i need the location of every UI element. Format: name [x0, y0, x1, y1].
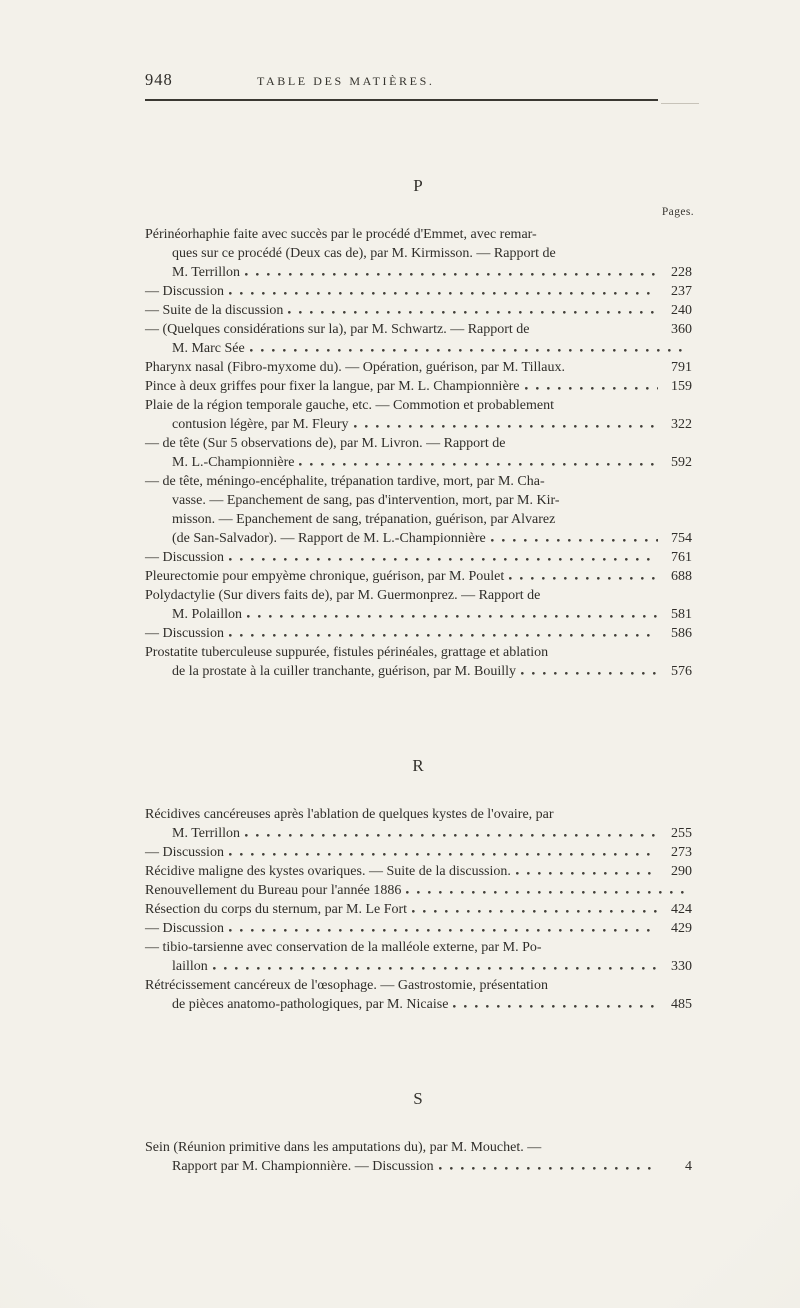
entry-text: M. Terrillon: [172, 825, 240, 841]
page-header: [145, 70, 692, 90]
dot-leader: [229, 844, 658, 856]
entry-text: laillon: [172, 958, 208, 974]
toc-entry: [145, 567, 692, 586]
entry-row: [145, 586, 692, 605]
dot-leader: [521, 663, 658, 675]
toc-section: [145, 1088, 692, 1176]
pages-column-label: Pages.: [661, 205, 694, 218]
entry-text: de la prostate à la cuiller tranchante, guérison, par M. Bouilly: [172, 663, 517, 679]
running-title: TABLE DES MATIÈRES.: [257, 74, 435, 88]
dot-leader: [570, 359, 658, 371]
entry-page-ref: 273: [671, 844, 692, 860]
entry-row: [145, 415, 692, 434]
entry-text: — de tête (Sur 5 observations de), par M. Livron. — Rapport de: [145, 435, 506, 451]
entry-row: [145, 1157, 692, 1176]
entry-row: [145, 843, 692, 862]
entry-text: Rétrécissement cancéreux de l'œsophage. — Gastrostomie, présentation: [145, 977, 548, 993]
entry-row: [145, 320, 692, 339]
entry-text: M. Marc Sée: [172, 340, 245, 356]
entry-text: Pince à deux griffes pour fixer la langue, par M. L. Championnière: [145, 378, 520, 394]
section-letter: P: [413, 175, 424, 195]
entry-text: — Discussion: [145, 625, 224, 641]
header-rule: [145, 99, 658, 101]
toc-section: [145, 175, 692, 681]
entry-page-ref: 360: [671, 321, 692, 337]
entry-row: [145, 453, 692, 472]
entry-page-ref: 791: [671, 359, 692, 375]
entry-row: [145, 919, 692, 938]
entry-text: — Discussion: [145, 283, 224, 299]
entry-page-ref: 754: [671, 530, 692, 546]
entry-text: Rapport par M. Championnière. — Discussion: [172, 1158, 434, 1174]
entry-row: [145, 510, 692, 529]
entry-row: [145, 900, 692, 919]
entry-text: Polydactylie (Sur divers faits de), par M. Guermonprez. — Rapport de: [145, 587, 541, 603]
entry-row: [145, 377, 692, 396]
entry-row: [145, 263, 692, 282]
entry-row: [145, 1138, 692, 1157]
entry-row: [145, 805, 692, 824]
toc-entry: [145, 843, 692, 862]
entry-page-ref: 4: [685, 1158, 692, 1174]
entry-page-ref: 255: [671, 825, 692, 841]
entry-row: [145, 548, 692, 567]
dot-leader: [245, 825, 658, 837]
entry-row: [145, 976, 692, 995]
entry-text: M. L.-Championnière: [172, 454, 295, 470]
toc-entry: [145, 282, 692, 301]
toc-entry: [145, 938, 692, 976]
entry-text: Résection du corps du sternum, par M. Le Fort: [145, 901, 408, 917]
entry-page-ref: 581: [671, 606, 692, 622]
entry-row: [145, 862, 692, 881]
entry-page-ref: 290: [671, 863, 692, 879]
entry-row: [145, 624, 692, 643]
entry-row: [145, 225, 692, 244]
toc-entry: [145, 358, 692, 377]
section-letter: S: [413, 1088, 424, 1108]
entry-text: Plaie de la région temporale gauche, etc. — Commotion et probablement: [145, 397, 554, 413]
dot-leader: [229, 625, 658, 637]
entry-row: [145, 301, 692, 320]
dot-leader: [229, 920, 658, 932]
dot-leader: [509, 568, 658, 580]
toc-entry: [145, 805, 692, 843]
entry-page-ref: 586: [671, 625, 692, 641]
entry-text: Prostatite tuberculeuse suppurée, fistules périnéales, grattage et ablation: [145, 644, 549, 660]
entry-text: Récidives cancéreuses après l'ablation de quelques kystes de l'ovaire, par: [145, 806, 554, 822]
dot-leader: [213, 958, 658, 970]
entry-text: Récidive maligne des kystes ovariques. — Suite de la discussion.: [145, 863, 511, 879]
entry-text: vasse. — Epanchement de sang, pas d'intervention, mort, par M. Kir-: [172, 492, 560, 508]
toc-entry: [145, 472, 692, 548]
section-entries: [145, 1138, 692, 1176]
entry-page-ref: 237: [671, 283, 692, 299]
toc-entry: [145, 225, 692, 282]
toc-entry: [145, 586, 692, 624]
dot-leader: [288, 302, 658, 314]
dot-leader: [250, 340, 684, 352]
entry-text: Sein (Réunion primitive dans les amputations du), par M. Mouchet. —: [145, 1139, 542, 1155]
section-entries: [145, 805, 692, 1014]
dot-leader: [406, 882, 684, 894]
dot-leader: [245, 264, 658, 276]
entry-page-ref: 330: [671, 958, 692, 974]
dot-leader: [229, 549, 658, 561]
entry-row: [145, 662, 692, 681]
entry-row: [145, 244, 692, 263]
entry-text: Renouvellement du Bureau pour l'année 1886: [145, 882, 402, 898]
entry-row: [145, 282, 692, 301]
page-number: 948: [145, 70, 173, 89]
dot-leader: [299, 454, 658, 466]
entry-text: misson. — Epanchement de sang, trépanation, guérison, par Alvarez: [172, 511, 556, 527]
dot-leader: [453, 996, 658, 1008]
entry-text: Pleurectomie pour empyème chronique, guérison, par M. Poulet: [145, 568, 505, 584]
toc-entry: [145, 862, 692, 881]
entry-page-ref: 424: [671, 901, 692, 917]
entry-row: [145, 881, 692, 900]
entry-page-ref: 688: [671, 568, 692, 584]
entry-text: — Discussion: [145, 549, 224, 565]
toc-entry: [145, 881, 692, 900]
entry-row: [145, 643, 692, 662]
entry-row: [145, 339, 692, 358]
entry-row: [145, 434, 692, 453]
toc-entry: [145, 624, 692, 643]
entry-text: contusion légère, par M. Fleury: [172, 416, 349, 432]
entry-row: [145, 396, 692, 415]
toc-entry: [145, 643, 692, 681]
entry-text: — de tête, méningo-encéphalite, trépanation tardive, mort, par M. Cha-: [145, 473, 545, 489]
entry-page-ref: 485: [671, 996, 692, 1012]
entry-row: [145, 491, 692, 510]
entry-text: — Discussion: [145, 920, 224, 936]
entry-text: Périnéorhaphie faite avec succès par le procédé d'Emmet, avec remar-: [145, 226, 537, 242]
header-rule-fragment: [661, 103, 699, 104]
section-letter: R: [412, 755, 425, 775]
dot-leader: [247, 606, 658, 618]
toc-entry: [145, 396, 692, 434]
toc-section: [145, 755, 692, 1014]
entry-page-ref: 322: [671, 416, 692, 432]
entry-text: ques sur ce procédé (Deux cas de), par M. Kirmisson. — Rapport de: [172, 245, 556, 261]
entry-text: — Suite de la discussion: [145, 302, 284, 318]
toc-entry: [145, 976, 692, 1014]
entry-row: [145, 938, 692, 957]
entry-row: [145, 358, 692, 377]
section-entries: [145, 205, 694, 681]
entry-text: M. Terrillon: [172, 264, 240, 280]
dot-leader: [439, 1158, 658, 1170]
toc-entry: [145, 434, 692, 472]
entry-text: (de San-Salvador). — Rapport de M. L.-Championnière: [172, 530, 486, 546]
entry-row: [145, 605, 692, 624]
entry-page-ref: 429: [671, 920, 692, 936]
dot-leader: [491, 530, 658, 542]
toc-entry: [145, 1138, 692, 1176]
entry-text: de pièces anatomo-pathologiques, par M. Nicaise: [172, 996, 449, 1012]
entry-row: [145, 472, 692, 491]
entry-text: M. Polaillon: [172, 606, 243, 622]
entry-page-ref: 761: [671, 549, 692, 565]
dot-leader: [525, 378, 658, 390]
dot-leader: [229, 283, 658, 295]
toc-entry: [145, 320, 692, 358]
entry-row: [145, 529, 692, 548]
entry-page-ref: 159: [671, 378, 692, 394]
entry-row: [145, 824, 692, 843]
dot-leader: [535, 321, 658, 333]
toc-entry: [145, 900, 692, 919]
entry-text: — tibio-tarsienne avec conservation de la malléole externe, par M. Po-: [145, 939, 542, 955]
entry-row: [145, 957, 692, 976]
entry-page-ref: 576: [671, 663, 692, 679]
dot-leader: [516, 863, 658, 875]
toc-sections: [145, 175, 692, 1176]
toc-entry: [145, 377, 692, 396]
entry-text: — Discussion: [145, 844, 224, 860]
toc-entry: [145, 301, 692, 320]
dot-leader: [354, 416, 658, 428]
entry-page-ref: 228: [671, 264, 692, 280]
entry-row: [145, 995, 692, 1014]
entry-page-ref: 592: [671, 454, 692, 470]
entry-page-ref: 240: [671, 302, 692, 318]
dot-leader: [412, 901, 658, 913]
entry-text: — (Quelques considérations sur la), par M. Schwartz. — Rapport de: [145, 321, 530, 337]
entry-row: [145, 567, 692, 586]
toc-entry: [145, 548, 692, 567]
toc-entry: [145, 919, 692, 938]
entry-text: Pharynx nasal (Fibro-myxome du). — Opération, guérison, par M. Tillaux.: [145, 359, 565, 375]
